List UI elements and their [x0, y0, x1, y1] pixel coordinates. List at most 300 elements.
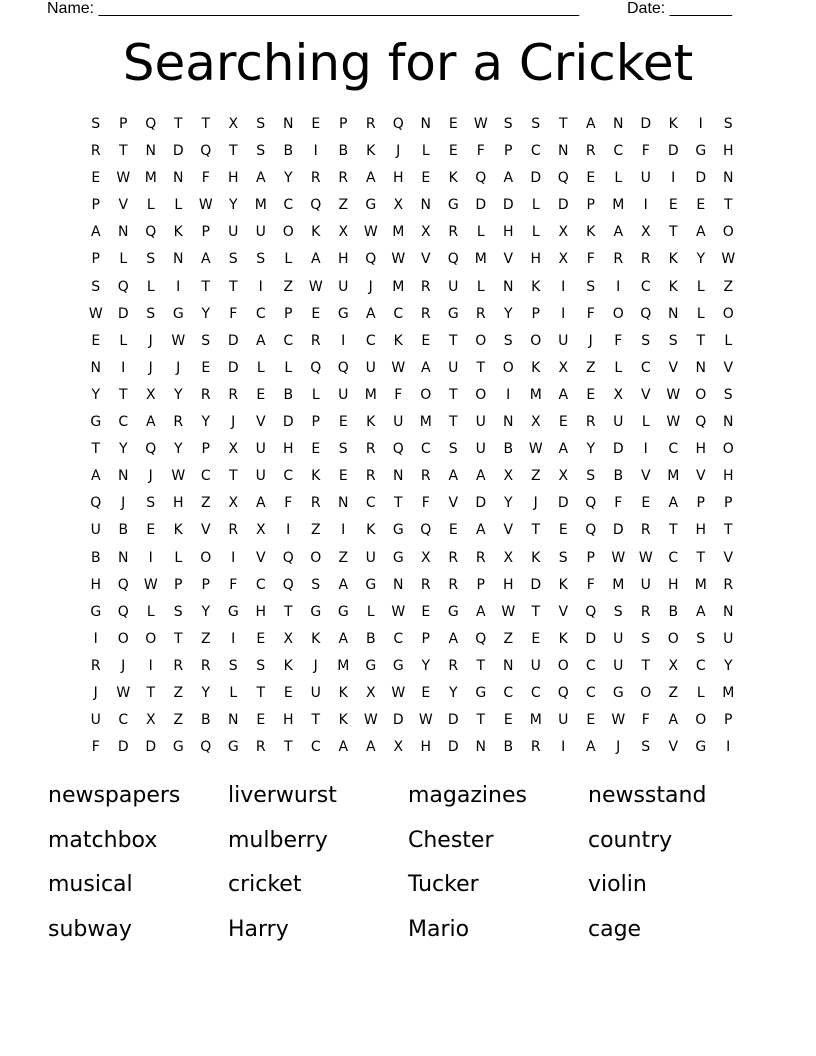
word-bank-item: subway	[48, 916, 132, 942]
grid-letter: P	[504, 143, 513, 160]
grid-row	[82, 274, 742, 301]
grid-letter: X	[613, 386, 624, 403]
grid-letter: M	[529, 386, 542, 403]
grid-letter: B	[90, 549, 101, 566]
grid-letter: U	[613, 657, 624, 674]
grid-letter: S	[503, 332, 513, 349]
word-bank-item: cage	[588, 916, 642, 942]
grid-letter: R	[255, 739, 266, 756]
grid-letter: D	[475, 495, 487, 512]
grid-letter: I	[258, 278, 263, 295]
grid-letter: X	[228, 116, 239, 132]
grid-letter: Q	[282, 549, 294, 566]
grid-letter: E	[146, 522, 156, 539]
grid-letter: J	[588, 332, 593, 349]
grid-letter: Q	[585, 603, 597, 620]
grid-letter: L	[119, 251, 128, 268]
grid-letter: C	[283, 332, 294, 349]
grid-letter: E	[91, 332, 101, 349]
grid-letter: G	[337, 305, 349, 322]
grid-letter: A	[668, 495, 679, 512]
grid-letter: G	[337, 603, 349, 620]
grid-letter: L	[476, 278, 485, 295]
grid-letter: Y	[503, 495, 513, 512]
grid-letter: Q	[585, 522, 597, 539]
grid-letter: T	[173, 630, 183, 647]
grid-letter: L	[229, 684, 238, 701]
grid-letter: N	[668, 305, 679, 322]
grid-letter: S	[641, 332, 651, 349]
grid-letter: A	[668, 712, 679, 729]
grid-letter: L	[119, 332, 128, 349]
grid-letter: A	[365, 739, 376, 756]
grid-letter: Y	[503, 305, 513, 322]
grid-row	[82, 653, 742, 680]
grid-letter: W	[473, 116, 488, 132]
word-bank-item: newspapers	[48, 783, 181, 808]
grid-letter: Y	[201, 603, 211, 620]
grid-letter: O	[530, 332, 542, 349]
grid-letter: B	[365, 630, 376, 647]
grid-letter: K	[668, 116, 678, 132]
grid-letter: S	[256, 116, 266, 132]
grid-letter: K	[338, 712, 348, 729]
grid-letter: Q	[337, 359, 349, 376]
grid-letter: Y	[173, 441, 183, 458]
grid-letter: M	[722, 684, 735, 701]
word-bank-item: Tucker	[408, 872, 479, 897]
grid-letter: T	[201, 278, 211, 295]
grid-letter: A	[558, 441, 569, 458]
grid-letter: R	[420, 576, 431, 593]
grid-letter: Z	[530, 468, 541, 485]
grid-letter: G	[365, 657, 377, 674]
grid-letter: U	[90, 712, 101, 729]
grid-letter: K	[311, 630, 321, 647]
grid-letter: A	[448, 468, 459, 485]
grid-letter: A	[338, 630, 349, 647]
grid-letter: C	[365, 495, 376, 512]
grid-letter: R	[640, 251, 651, 268]
grid-letter: U	[338, 278, 349, 295]
grid-letter: Z	[723, 278, 734, 295]
grid-letter: B	[503, 739, 514, 756]
grid-letter: X	[668, 657, 679, 674]
grid-letter: G	[392, 522, 404, 539]
grid-letter: D	[640, 116, 652, 132]
grid-letter: K	[173, 522, 183, 539]
grid-letter: C	[310, 739, 321, 756]
grid-letter: L	[531, 197, 540, 214]
grid-row	[82, 165, 742, 192]
grid-letter: E	[311, 305, 321, 322]
grid-letter: T	[311, 712, 321, 729]
grid-letter: P	[531, 305, 540, 322]
grid-letter: K	[558, 576, 568, 593]
grid-letter: E	[338, 414, 348, 431]
grid-letter: J	[368, 278, 373, 295]
grid-letter: G	[392, 549, 404, 566]
grid-letter: W	[611, 712, 626, 729]
grid-letter: W	[171, 468, 186, 485]
grid-letter: P	[339, 116, 348, 132]
grid-letter: R	[640, 603, 651, 620]
grid-letter: I	[726, 739, 731, 756]
grid-letter: E	[503, 712, 513, 729]
grid-letter: K	[448, 170, 458, 187]
grid-letter: G	[172, 739, 184, 756]
grid-letter: A	[558, 386, 569, 403]
grid-letter: D	[227, 359, 239, 376]
grid-letter: M	[529, 712, 542, 729]
grid-row	[82, 111, 742, 138]
grid-row	[82, 490, 742, 517]
grid-letter: U	[338, 386, 349, 403]
grid-letter: P	[91, 197, 100, 214]
word-bank-item: matchbox	[48, 827, 158, 853]
grid-letter: A	[200, 251, 211, 268]
grid-letter: C	[695, 657, 706, 674]
grid-letter: S	[146, 495, 156, 512]
grid-letter: T	[558, 116, 568, 132]
grid-row	[82, 680, 742, 707]
grid-letter: L	[531, 224, 540, 241]
grid-letter: Q	[282, 576, 294, 593]
grid-letter: N	[420, 197, 431, 214]
grid-letter: X	[145, 386, 156, 403]
grid-letter: S	[586, 278, 596, 295]
grid-letter: Q	[557, 684, 569, 701]
grid-letter: A	[503, 170, 514, 187]
grid-letter: C	[393, 630, 404, 647]
grid-letter: Q	[200, 739, 212, 756]
grid-letter: F	[284, 495, 293, 512]
letter-grid	[82, 111, 742, 761]
grid-letter: Z	[338, 197, 349, 214]
grid-row	[82, 382, 742, 409]
grid-letter: D	[612, 441, 624, 458]
grid-letter: Z	[173, 684, 184, 701]
grid-letter: C	[668, 549, 679, 566]
grid-letter: K	[668, 278, 678, 295]
name-field-label: Name: ______________________________________________________	[47, 0, 580, 17]
grid-letter: C	[613, 143, 624, 160]
grid-letter: U	[613, 630, 624, 647]
grid-letter: A	[365, 305, 376, 322]
grid-letter: O	[475, 386, 487, 403]
grid-letter: X	[145, 712, 156, 729]
grid-letter: U	[613, 414, 624, 431]
grid-letter: N	[145, 143, 156, 160]
grid-row	[82, 517, 742, 544]
grid-letter: O	[420, 386, 432, 403]
grid-letter: W	[391, 603, 406, 620]
grid-letter: T	[723, 522, 733, 539]
grid-letter: A	[420, 359, 431, 376]
grid-letter: V	[558, 603, 569, 620]
grid-letter: D	[502, 197, 514, 214]
grid-letter: Q	[310, 197, 322, 214]
grid-letter: B	[283, 143, 294, 160]
grid-letter: R	[585, 414, 596, 431]
grid-letter: A	[613, 224, 624, 241]
grid-letter: J	[176, 359, 181, 376]
grid-letter: U	[228, 224, 239, 241]
grid-letter: A	[365, 170, 376, 187]
grid-letter: K	[366, 143, 376, 160]
grid-letter: Y	[173, 386, 183, 403]
grid-letter: A	[448, 630, 459, 647]
grid-letter: P	[284, 305, 293, 322]
grid-letter: T	[91, 441, 101, 458]
grid-letter: P	[586, 549, 595, 566]
grid-letter: E	[421, 603, 431, 620]
grid-letter: H	[420, 739, 432, 756]
grid-letter: Y	[118, 441, 128, 458]
grid-letter: H	[667, 576, 679, 593]
grid-letter: H	[172, 495, 184, 512]
grid-letter: Z	[585, 359, 596, 376]
grid-letter: Q	[117, 278, 129, 295]
grid-letter: A	[255, 332, 266, 349]
grid-letter: Q	[145, 224, 157, 241]
grid-letter: V	[723, 549, 734, 566]
grid-letter: M	[392, 278, 405, 295]
word-bank	[48, 776, 768, 954]
grid-letter: L	[284, 359, 293, 376]
grid-letter: F	[641, 143, 650, 160]
grid-letter: S	[201, 332, 211, 349]
grid-letter: A	[695, 224, 706, 241]
grid-letter: T	[531, 522, 541, 539]
grid-letter: K	[531, 278, 541, 295]
grid-letter: C	[668, 441, 679, 458]
grid-letter: E	[448, 116, 458, 132]
grid-letter: O	[145, 630, 157, 647]
grid-letter: E	[201, 359, 211, 376]
grid-letter: T	[723, 197, 733, 214]
grid-letter: R	[173, 657, 184, 674]
grid-letter: K	[366, 522, 376, 539]
grid-letter: E	[421, 332, 431, 349]
grid-letter: I	[671, 170, 676, 187]
grid-letter: T	[448, 332, 458, 349]
grid-letter: U	[558, 332, 569, 349]
grid-letter: Q	[695, 414, 707, 431]
grid-letter: K	[338, 684, 348, 701]
grid-letter: Q	[475, 170, 487, 187]
grid-letter: R	[228, 522, 239, 539]
grid-letter: T	[283, 603, 293, 620]
grid-letter: N	[228, 712, 239, 729]
grid-letter: X	[558, 359, 569, 376]
grid-letter: A	[90, 468, 101, 485]
grid-letter: S	[723, 116, 733, 132]
grid-letter: A	[255, 495, 266, 512]
grid-letter: U	[640, 170, 651, 187]
header	[47, 0, 747, 22]
grid-letter: Q	[200, 143, 212, 160]
grid-letter: S	[228, 251, 238, 268]
grid-letter: A	[475, 468, 486, 485]
grid-letter: Q	[640, 305, 652, 322]
grid-letter: O	[282, 224, 294, 241]
grid-letter: C	[283, 468, 294, 485]
grid-letter: D	[557, 197, 569, 214]
grid-letter: E	[311, 116, 321, 132]
grid-letter: A	[90, 224, 101, 241]
grid-letter: A	[585, 116, 596, 132]
grid-letter: R	[365, 441, 376, 458]
grid-letter: M	[612, 197, 625, 214]
grid-letter: L	[476, 224, 485, 241]
grid-letter: Z	[503, 630, 514, 647]
grid-letter: I	[561, 305, 566, 322]
grid-letter: T	[476, 712, 486, 729]
grid-letter: J	[533, 495, 538, 512]
grid-letter: H	[282, 712, 294, 729]
grid-letter: D	[117, 739, 129, 756]
grid-row	[82, 734, 742, 761]
grid-letter: Q	[557, 170, 569, 187]
grid-letter: W	[391, 251, 406, 268]
grid-letter: G	[172, 305, 184, 322]
grid-letter: H	[722, 143, 734, 160]
grid-letter: G	[90, 414, 102, 431]
grid-letter: T	[668, 522, 678, 539]
grid-letter: W	[88, 305, 103, 322]
grid-letter: E	[256, 386, 266, 403]
word-bank-item: musical	[48, 872, 133, 897]
grid-letter: E	[421, 170, 431, 187]
grid-letter: R	[475, 549, 486, 566]
word-bank-item: Mario	[408, 916, 470, 942]
grid-letter: L	[284, 251, 293, 268]
grid-letter: R	[228, 386, 239, 403]
grid-letter: T	[696, 332, 706, 349]
grid-letter: P	[174, 576, 183, 593]
grid-letter: N	[723, 414, 734, 431]
grid-letter: I	[231, 630, 236, 647]
grid-letter: A	[585, 739, 596, 756]
grid-letter: G	[392, 657, 404, 674]
grid-letter: A	[695, 603, 706, 620]
grid-letter: D	[475, 197, 487, 214]
grid-letter: C	[393, 305, 404, 322]
grid-letter: C	[530, 143, 541, 160]
word-bank-item: magazines	[408, 783, 527, 808]
grid-letter: E	[283, 684, 293, 701]
grid-letter: C	[585, 684, 596, 701]
grid-letter: T	[448, 414, 458, 431]
grid-letter: U	[640, 576, 651, 593]
grid-letter: C	[640, 359, 651, 376]
grid-letter: L	[421, 143, 430, 160]
grid-letter: R	[723, 576, 734, 593]
grid-letter: U	[723, 630, 734, 647]
grid-letter: L	[614, 359, 623, 376]
grid-letter: A	[255, 170, 266, 187]
grid-letter: H	[255, 603, 267, 620]
grid-letter: M	[392, 224, 405, 241]
grid-letter: Q	[365, 251, 377, 268]
grid-letter: Y	[201, 414, 211, 431]
grid-letter: N	[420, 116, 431, 132]
grid-letter: S	[91, 116, 101, 132]
grid-letter: P	[724, 712, 733, 729]
word-bank-item: liverwurst	[228, 783, 337, 808]
grid-letter: C	[283, 197, 294, 214]
grid-letter: N	[90, 359, 101, 376]
grid-row	[82, 626, 742, 653]
word-bank-item: country	[588, 827, 673, 853]
grid-letter: Z	[283, 278, 294, 295]
grid-row	[82, 545, 742, 572]
grid-letter: K	[531, 359, 541, 376]
grid-letter: R	[310, 170, 321, 187]
grid-letter: L	[366, 603, 375, 620]
grid-letter: U	[255, 441, 266, 458]
grid-letter: X	[393, 197, 404, 214]
grid-letter: F	[476, 143, 485, 160]
grid-letter: T	[118, 143, 128, 160]
grid-letter: G	[227, 603, 239, 620]
grid-letter: G	[90, 603, 102, 620]
grid-letter: I	[561, 278, 566, 295]
grid-letter: P	[119, 116, 128, 132]
grid-letter: Z	[200, 630, 211, 647]
grid-letter: I	[506, 386, 511, 403]
grid-letter: S	[668, 332, 678, 349]
grid-letter: Z	[668, 684, 679, 701]
grid-letter: X	[338, 224, 349, 241]
grid-letter: A	[475, 603, 486, 620]
grid-letter: T	[448, 386, 458, 403]
grid-letter: U	[448, 278, 459, 295]
grid-letter: V	[503, 251, 514, 268]
grid-letter: M	[254, 197, 267, 214]
grid-letter: V	[668, 739, 679, 756]
grid-letter: V	[200, 522, 211, 539]
grid-letter: T	[641, 657, 651, 674]
grid-letter: O	[475, 332, 487, 349]
grid-letter: C	[503, 684, 514, 701]
grid-letter: N	[393, 468, 404, 485]
grid-letter: G	[447, 305, 459, 322]
grid-row	[82, 219, 742, 246]
grid-letter: J	[616, 739, 621, 756]
grid-letter: X	[365, 684, 376, 701]
grid-letter: R	[475, 305, 486, 322]
grid-letter: O	[722, 305, 734, 322]
grid-letter: K	[311, 224, 321, 241]
grid-letter: O	[722, 441, 734, 458]
grid-letter: O	[557, 657, 569, 674]
grid-letter: F	[229, 305, 238, 322]
grid-letter: Y	[586, 441, 596, 458]
grid-letter: C	[420, 441, 431, 458]
grid-letter: P	[724, 495, 733, 512]
grid-letter: R	[448, 657, 459, 674]
grid-letter: R	[448, 549, 459, 566]
grid-letter: H	[227, 170, 239, 187]
grid-letter: R	[420, 468, 431, 485]
grid-letter: P	[91, 251, 100, 268]
grid-letter: A	[310, 251, 321, 268]
grid-row	[82, 192, 742, 219]
grid-letter: Q	[145, 441, 157, 458]
grid-letter: D	[530, 576, 542, 593]
